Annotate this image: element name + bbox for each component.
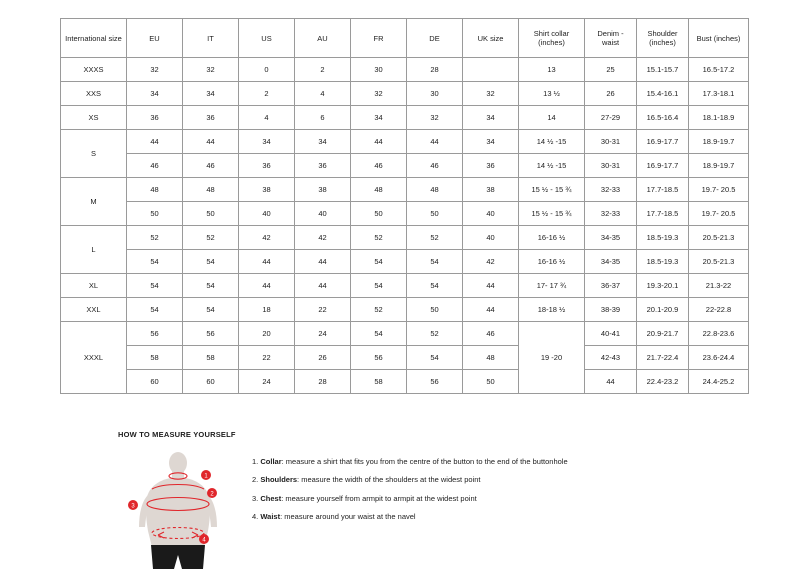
table-row (61, 154, 749, 178)
table-cell: 6 (295, 106, 351, 130)
size-label-cell: XL (61, 274, 127, 298)
table-cell: 56 (407, 370, 463, 394)
svg-text:3: 3 (131, 503, 135, 510)
table-cell: 42-43 (585, 346, 637, 370)
table-cell: 18 (239, 298, 295, 322)
table-cell: 54 (183, 298, 239, 322)
column-header-eu: EU (127, 19, 183, 58)
table-cell: 36 (295, 154, 351, 178)
table-row (61, 250, 749, 274)
table-cell: 58 (183, 346, 239, 370)
table-cell: 15.1-15.7 (637, 58, 689, 82)
table-cell: 34-35 (585, 226, 637, 250)
table-cell: 34 (463, 130, 519, 154)
table-cell: 44 (239, 274, 295, 298)
step-term: Waist (260, 512, 281, 522)
table-cell: 24 (239, 370, 295, 394)
table-cell: 50 (127, 202, 183, 226)
table-cell: 44 (463, 274, 519, 298)
how-to-measure-section (118, 430, 738, 569)
table-cell: 20.5-21.3 (689, 226, 749, 250)
table-cell: 54 (183, 250, 239, 274)
table-cell: 24.4-25.2 (689, 370, 749, 394)
table-cell: 16-16 ½ (519, 250, 585, 274)
size-label-cell: XXS (61, 82, 127, 106)
table-cell: 0 (239, 58, 295, 82)
torso-illustration-svg (118, 449, 238, 569)
table-cell: 34 (295, 130, 351, 154)
table-cell: 52 (351, 298, 407, 322)
column-header-international-size: International size (61, 19, 127, 58)
svg-text:2: 2 (210, 491, 214, 498)
table-cell: 16.5-16.4 (637, 106, 689, 130)
table-cell: 17.7-18.5 (637, 202, 689, 226)
table-cell: 40 (239, 202, 295, 226)
table-row (61, 178, 749, 202)
table-cell: 52 (351, 226, 407, 250)
table-cell: 34 (351, 106, 407, 130)
table-cell: 2 (239, 82, 295, 106)
table-cell: 48 (127, 178, 183, 202)
step-number: 2. (252, 475, 259, 485)
table-cell: 38 (295, 178, 351, 202)
table-row (61, 82, 749, 106)
column-header-denim-waist: Denim - waist (585, 19, 637, 58)
step-term: Collar (260, 457, 282, 466)
table-cell: 54 (407, 250, 463, 274)
step-number: 4. (252, 512, 259, 522)
table-cell: 13 (519, 58, 585, 82)
table-row (61, 274, 749, 298)
table-header-row (61, 19, 749, 58)
table-cell: 38 (463, 178, 519, 202)
table-cell: 42 (239, 226, 295, 250)
table-cell: 22 (239, 346, 295, 370)
table-cell: 44 (463, 298, 519, 322)
column-header-bust: Bust (inches) (689, 19, 749, 58)
table-cell: 54 (127, 250, 183, 274)
table-cell: 36 (463, 154, 519, 178)
table-cell: 54 (351, 322, 407, 346)
table-cell: 46 (127, 154, 183, 178)
table-cell: 15 ½ - 15 ¾ (519, 202, 585, 226)
table-cell: 22 (295, 298, 351, 322)
step-number: 1. (252, 457, 259, 466)
table-cell: 20.5-21.3 (689, 250, 749, 274)
table-row (61, 202, 749, 226)
table-cell: 32 (127, 58, 183, 82)
table-cell: 52 (183, 226, 239, 250)
table-cell: 54 (351, 274, 407, 298)
table-cell: 15 ½ - 15 ¾ (519, 178, 585, 202)
table-cell: 18-18 ½ (519, 298, 585, 322)
table-cell: 58 (127, 346, 183, 370)
table-cell: 18.9-19.7 (689, 130, 749, 154)
table-cell: 54 (407, 346, 463, 370)
size-label-cell: L (61, 226, 127, 274)
table-cell: 54 (183, 274, 239, 298)
column-header-uk-size: UK size (463, 19, 519, 58)
step-term: Chest (260, 493, 282, 503)
size-chart-table (60, 18, 749, 394)
table-row (61, 298, 749, 322)
how-to-measure-title: HOW TO MEASURE YOURSELF (118, 430, 236, 439)
table-cell: 36-37 (585, 274, 637, 298)
table-cell (463, 58, 519, 82)
table-cell: 30 (407, 82, 463, 106)
table-cell: 52 (127, 226, 183, 250)
table-cell: 22-22.8 (689, 298, 749, 322)
table-cell: 40 (463, 226, 519, 250)
table-cell: 32 (351, 82, 407, 106)
size-label-cell: XXL (61, 298, 127, 322)
table-cell: 30-31 (585, 154, 637, 178)
column-header-shirt-collar: Shirt collar (inches) (519, 19, 585, 58)
table-cell: 16.9-17.7 (637, 154, 689, 178)
table-cell: 44 (127, 130, 183, 154)
table-cell: 18.5-19.3 (637, 226, 689, 250)
table-cell: 56 (351, 346, 407, 370)
table-cell: 50 (407, 298, 463, 322)
table-cell: 14 ½ -15 (519, 130, 585, 154)
table-cell: 16.9-17.7 (637, 130, 689, 154)
table-cell: 46 (463, 322, 519, 346)
step-number: 3. (252, 493, 259, 503)
table-cell: 50 (183, 202, 239, 226)
table-cell: 27-29 (585, 106, 637, 130)
table-cell: 56 (183, 322, 239, 346)
table-cell: 54 (127, 274, 183, 298)
table-cell: 17- 17 ¾ (519, 274, 585, 298)
table-cell: 24 (295, 322, 351, 346)
table-cell: 18.9-19.7 (689, 154, 749, 178)
table-cell: 52 (407, 226, 463, 250)
step-text: : measure yourself from armpit to armpit at the widest point (281, 493, 477, 503)
table-row (61, 346, 749, 370)
size-label-cell: M (61, 178, 127, 226)
step-term: Shoulders (260, 475, 298, 485)
table-cell: 40-41 (585, 322, 637, 346)
column-header-au: AU (295, 19, 351, 58)
table-cell: 32 (463, 82, 519, 106)
table-cell: 50 (351, 202, 407, 226)
measurement-step (252, 457, 568, 466)
table-cell: 42 (295, 226, 351, 250)
column-header-it: IT (183, 19, 239, 58)
table-row (61, 130, 749, 154)
table-cell: 34-35 (585, 250, 637, 274)
table-cell: 28 (407, 58, 463, 82)
table-cell: 26 (295, 346, 351, 370)
table-cell: 14 (519, 106, 585, 130)
table-cell: 32-33 (585, 202, 637, 226)
table-cell: 17.7-18.5 (637, 178, 689, 202)
table-cell: 50 (463, 370, 519, 394)
table-row (61, 226, 749, 250)
table-cell: 38-39 (585, 298, 637, 322)
table-cell: 38 (239, 178, 295, 202)
table-cell: 48 (407, 178, 463, 202)
svg-text:1: 1 (204, 473, 208, 480)
step-text: : measure a shirt that fits you from the centre of the button to the end of the buttonhole (281, 457, 568, 466)
column-header-us: US (239, 19, 295, 58)
svg-text:4: 4 (202, 537, 206, 544)
table-cell: 44 (351, 130, 407, 154)
table-cell: 40 (295, 202, 351, 226)
table-cell: 36 (239, 154, 295, 178)
table-cell: 22.4-23.2 (637, 370, 689, 394)
column-header-de: DE (407, 19, 463, 58)
table-cell: 60 (183, 370, 239, 394)
table-cell: 19.7- 20.5 (689, 202, 749, 226)
table-cell: 15.4-16.1 (637, 82, 689, 106)
table-cell: 23.6-24.4 (689, 346, 749, 370)
table-cell: 22.8-23.6 (689, 322, 749, 346)
measurement-step (252, 512, 568, 521)
table-cell: 44 (239, 250, 295, 274)
table-cell: 18.1-18.9 (689, 106, 749, 130)
table-cell: 34 (127, 82, 183, 106)
step-text: : measure around your waist at the navel (280, 512, 416, 522)
column-header-shoulder: Shoulder (inches) (637, 19, 689, 58)
table-cell: 54 (127, 298, 183, 322)
table-row (61, 322, 749, 346)
measurement-step (252, 475, 568, 484)
column-header-fr: FR (351, 19, 407, 58)
table-cell: 46 (407, 154, 463, 178)
table-cell: 60 (127, 370, 183, 394)
table-cell: 2 (295, 58, 351, 82)
table-cell: 44 (183, 130, 239, 154)
table-cell: 19.7- 20.5 (689, 178, 749, 202)
table-cell: 20 (239, 322, 295, 346)
table-cell: 52 (407, 322, 463, 346)
size-label-cell: S (61, 130, 127, 178)
table-cell: 36 (183, 106, 239, 130)
table-cell: 17.3-18.1 (689, 82, 749, 106)
measurement-instructions-list (252, 449, 568, 531)
table-row (61, 106, 749, 130)
table-cell: 20.9-21.7 (637, 322, 689, 346)
table-cell: 44 (407, 130, 463, 154)
table-cell: 32 (407, 106, 463, 130)
table-cell: 28 (295, 370, 351, 394)
table-cell: 44 (585, 370, 637, 394)
table-cell: 36 (127, 106, 183, 130)
size-label-cell: XXXL (61, 322, 127, 394)
table-cell: 19 -20 (519, 322, 585, 394)
table-cell: 48 (463, 346, 519, 370)
table-cell: 58 (351, 370, 407, 394)
table-cell: 20.1-20.9 (637, 298, 689, 322)
table-cell: 34 (463, 106, 519, 130)
table-cell: 32-33 (585, 178, 637, 202)
table-cell: 42 (463, 250, 519, 274)
table-cell: 34 (183, 82, 239, 106)
table-row (61, 370, 749, 394)
table-cell: 50 (407, 202, 463, 226)
table-cell: 46 (351, 154, 407, 178)
table-cell: 40 (463, 202, 519, 226)
table-cell: 48 (351, 178, 407, 202)
table-row (61, 58, 749, 82)
table-cell: 21.3-22 (689, 274, 749, 298)
table-cell: 30-31 (585, 130, 637, 154)
table-cell: 16-16 ½ (519, 226, 585, 250)
table-cell: 13 ½ (519, 82, 585, 106)
body-diagram (118, 449, 238, 569)
table-cell: 18.5-19.3 (637, 250, 689, 274)
size-label-cell: XS (61, 106, 127, 130)
table-cell: 48 (183, 178, 239, 202)
table-cell: 21.7-22.4 (637, 346, 689, 370)
table-cell: 46 (183, 154, 239, 178)
step-text: : measure the width of the shoulders at the widest point (297, 475, 481, 485)
table-cell: 30 (351, 58, 407, 82)
table-cell: 44 (295, 250, 351, 274)
table-cell: 14 ½ -15 (519, 154, 585, 178)
table-cell: 32 (183, 58, 239, 82)
table-cell: 56 (127, 322, 183, 346)
table-cell: 4 (295, 82, 351, 106)
measurement-step (252, 494, 568, 503)
table-cell: 54 (351, 250, 407, 274)
table-cell: 19.3-20.1 (637, 274, 689, 298)
table-cell: 34 (239, 130, 295, 154)
table-cell: 16.5-17.2 (689, 58, 749, 82)
table-cell: 25 (585, 58, 637, 82)
table-cell: 44 (295, 274, 351, 298)
table-cell: 54 (407, 274, 463, 298)
table-cell: 26 (585, 82, 637, 106)
table-body (61, 58, 749, 394)
table-cell: 4 (239, 106, 295, 130)
size-label-cell: XXXS (61, 58, 127, 82)
